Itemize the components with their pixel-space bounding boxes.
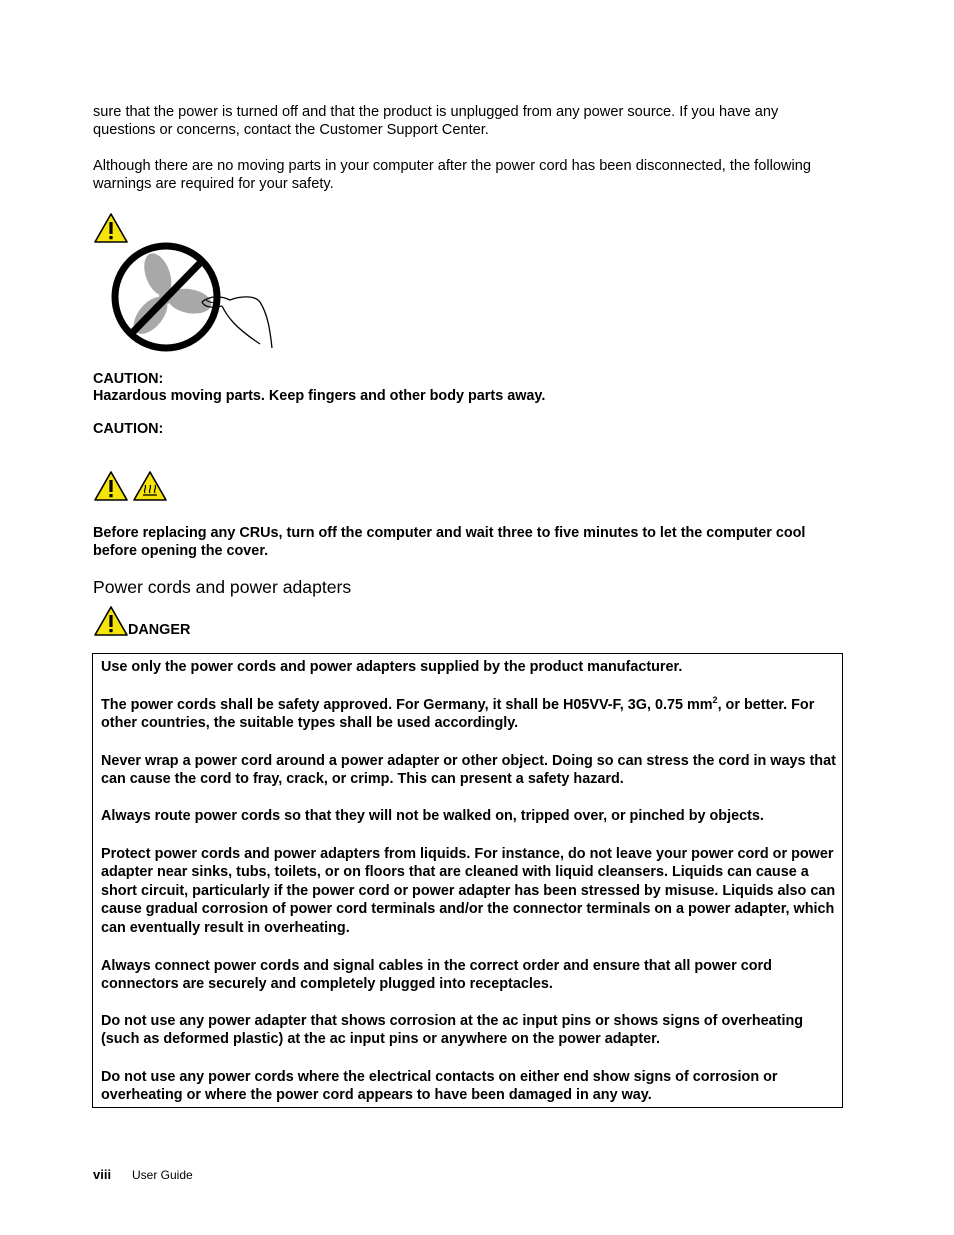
- page-number: viii: [93, 1167, 112, 1182]
- danger-item: Do not use any power adapter that shows corrosion at the ac input pins or shows signs of overheating (such as deformed plastic) at the ac input pins or anywhere on the power adapter.: [101, 1013, 804, 1048]
- danger-item-text: , or better. For other countries, the suitable types shall be used accordingly.: [101, 697, 815, 732]
- caution-text-2: Before replacing any CRUs, turn off the computer and wait three to five minutes to let the computer cool before opening the cover.: [93, 525, 806, 559]
- section-heading: Power cords and power adapters: [93, 577, 352, 597]
- danger-item-text: The power cords shall be safety approved. For Germany, it shall be H05VV-F, 3G, 0.75 mm: [101, 697, 713, 713]
- caution-text-1: Hazardous moving parts. Keep fingers and other body parts away.: [93, 388, 546, 404]
- danger-item: Never wrap a power cord around a power adapter or other object. Doing so can stress the cord in ways that can cause the cord to fray, crack, or crimp. This can present a safety hazard.: [101, 753, 836, 788]
- danger-box: [92, 653, 843, 1108]
- warning-triangle-icon: [93, 470, 129, 502]
- superscript: 2: [712, 695, 718, 706]
- no-fan-fingers-icon: [110, 240, 274, 354]
- danger-label: DANGER: [128, 622, 191, 638]
- intro-paragraph-1: sure that the power is turned off and that the product is unplugged from any power source. If you have any questions or concerns, contact the Customer Support Center.: [93, 104, 779, 138]
- danger-item: Do not use any power cords where the electrical contacts on either end show signs of corrosion or overheating or where the power cord appears to have been damaged in any way.: [101, 1069, 778, 1104]
- danger-item: Protect power cords and power adapters from liquids. For instance, do not leave your power cord or power adapter near sinks, tubs, toilets, or on floors that are cleaned with liquid cleansers. Liquids can cause a short circuit, particularly if the power cord or power adapter has been stressed by misuse. Liquids also can cause gradual corrosion of power cord terminals and/or the connector terminals on a power adapter, which can eventually result in overheating.: [101, 846, 836, 936]
- caution-label-1: CAUTION:: [93, 371, 164, 387]
- warning-triangle-icon: [93, 605, 129, 637]
- danger-item: [101, 696, 839, 733]
- danger-item: Always route power cords so that they will not be walked on, tripped over, or pinched by objects.: [101, 808, 764, 824]
- intro-paragraph-2: Although there are no moving parts in your computer after the power cord has been disconnected, the following warnings are required for your safety.: [93, 158, 811, 192]
- caution-label-2: CAUTION:: [93, 421, 164, 437]
- danger-item: Always connect power cords and signal cables in the correct order and ensure that all power cord connectors are securely and completely plugged into receptacles.: [101, 958, 772, 993]
- footer-title: User Guide: [132, 1168, 193, 1182]
- hot-surface-icon: [132, 470, 168, 502]
- danger-item: Use only the power cords and power adapters supplied by the product manufacturer.: [101, 659, 683, 675]
